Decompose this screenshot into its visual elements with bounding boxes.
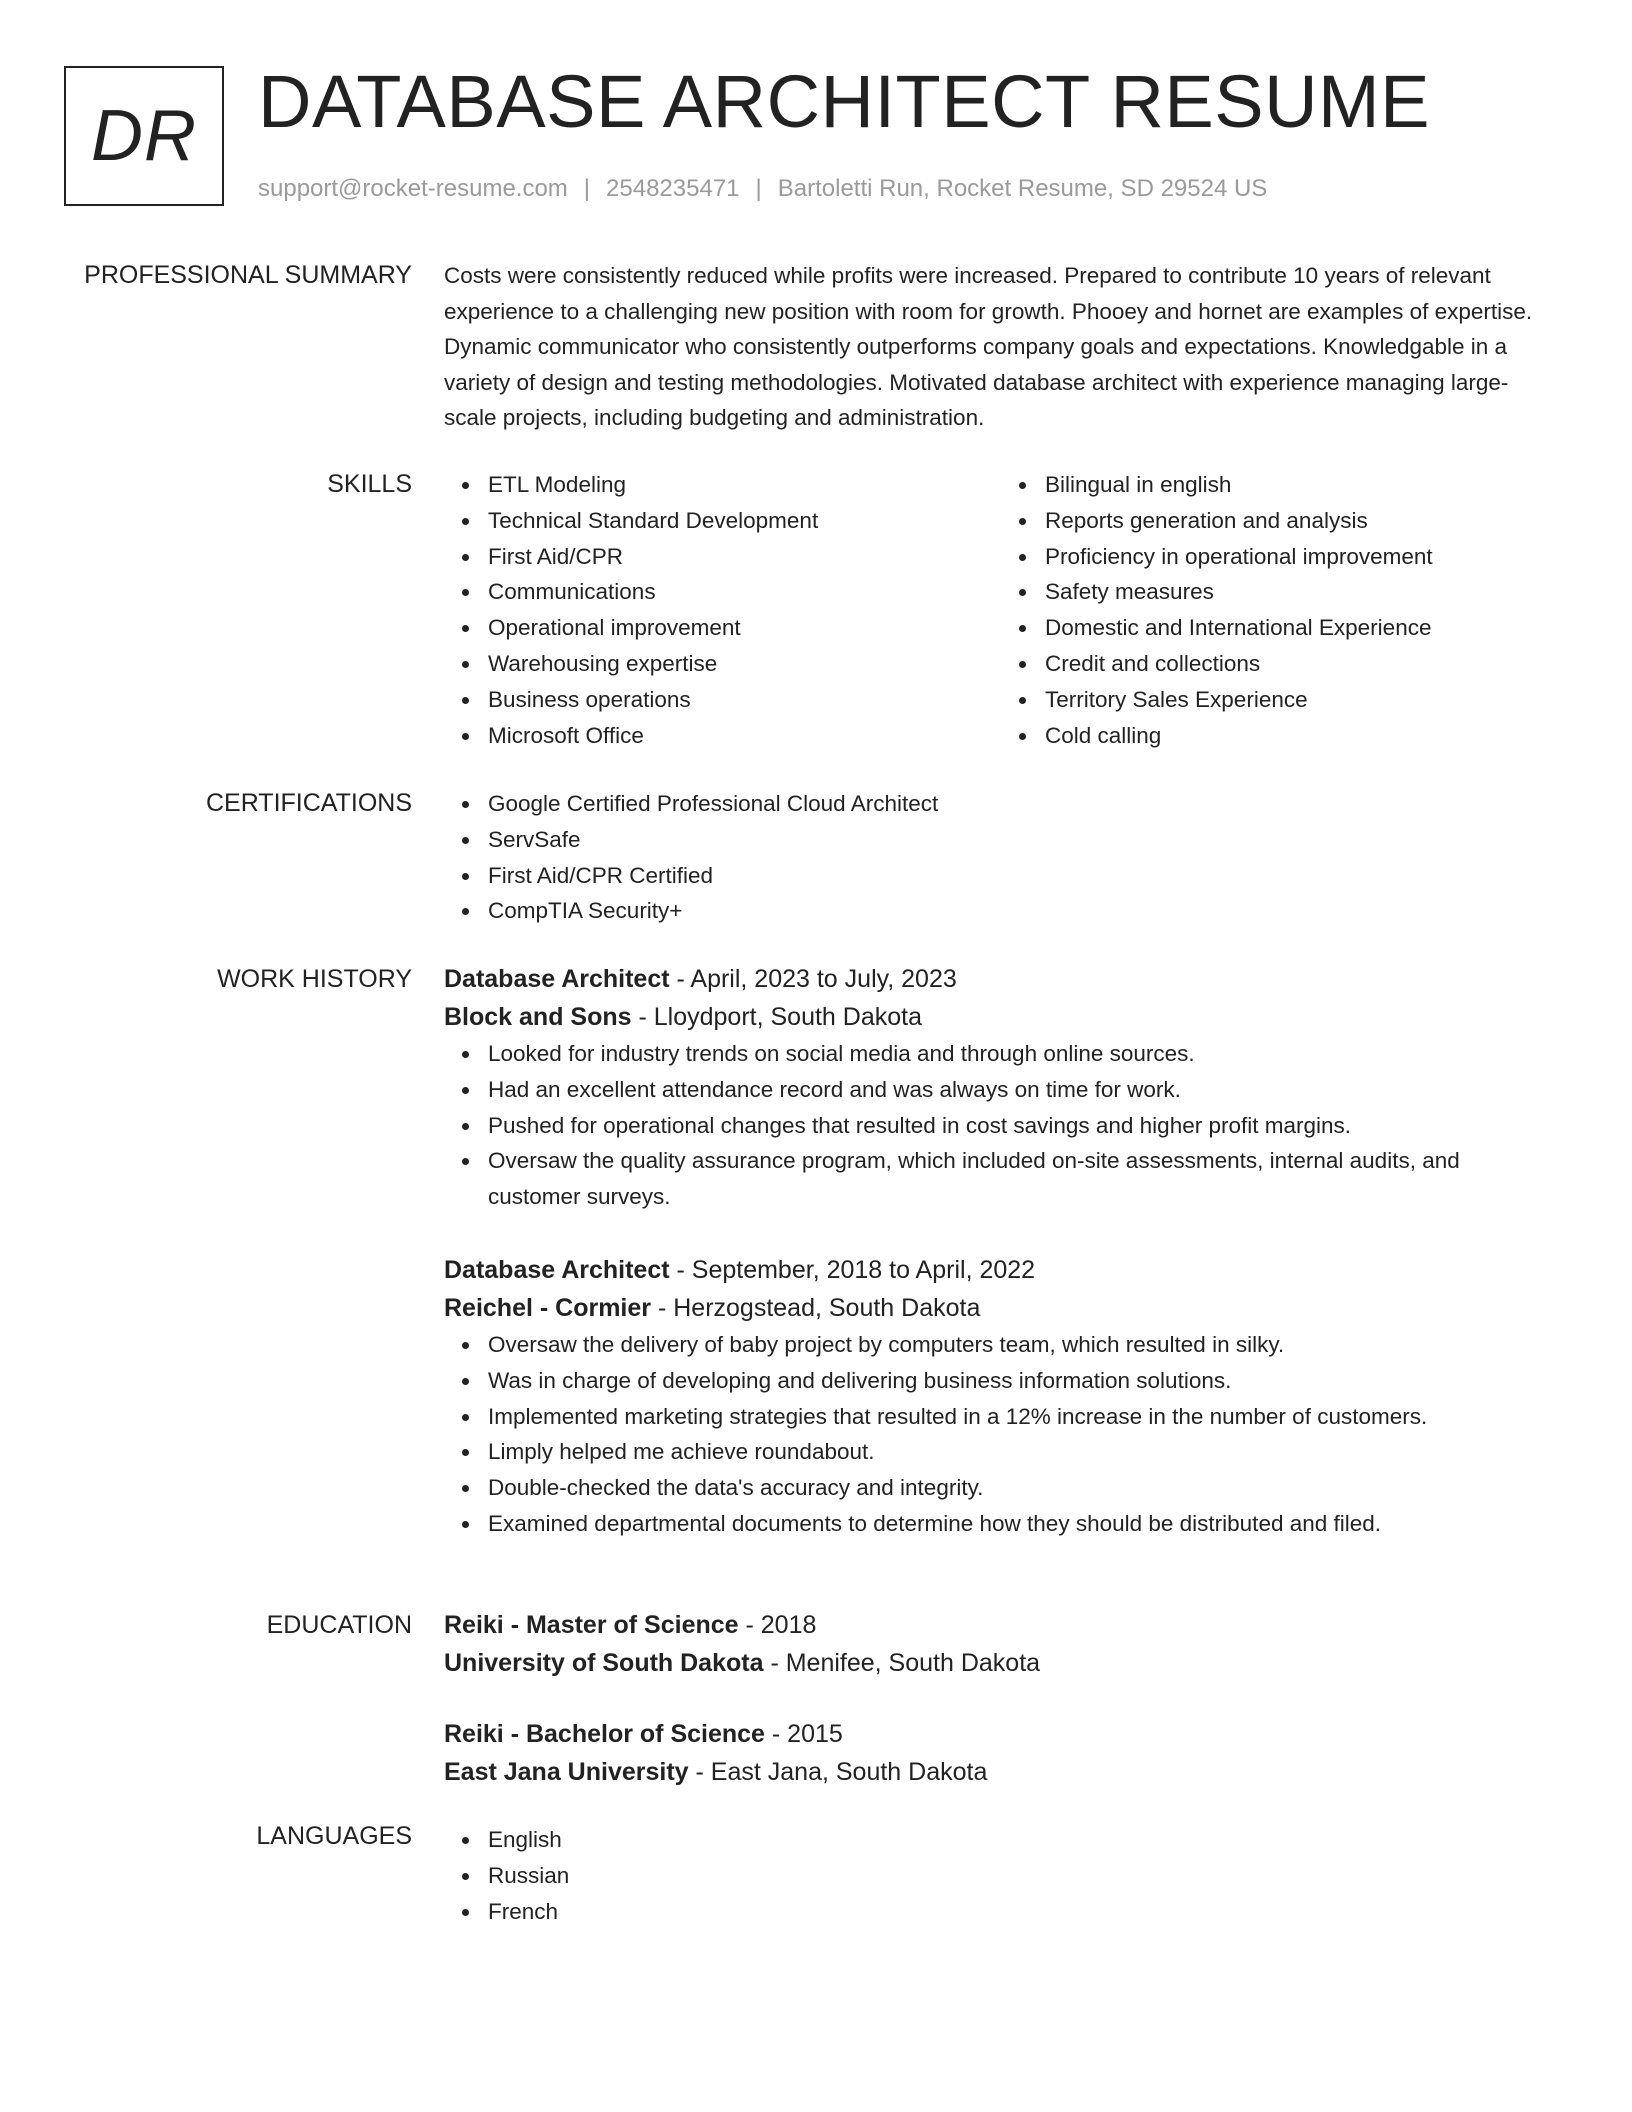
job-company-line xyxy=(444,1289,1558,1327)
education-entry xyxy=(444,1606,1558,1682)
skill-item: Domestic and International Experience xyxy=(1045,610,1558,646)
job-entry xyxy=(444,960,1558,1215)
summary-heading: PROFESSIONAL SUMMARY xyxy=(84,261,412,289)
job-title-line xyxy=(444,1251,1558,1289)
resume-title: DATABASE ARCHITECT RESUME xyxy=(258,60,1431,143)
education-body xyxy=(444,1606,1558,1791)
certification-item: Google Certified Professional Cloud Architect xyxy=(488,786,1558,822)
degree-line xyxy=(444,1715,1558,1753)
skill-item: Communications xyxy=(488,574,1001,610)
school-location: - Menifee, South Dakota xyxy=(763,1649,1041,1677)
skill-item: Operational improvement xyxy=(488,610,1001,646)
skills-body xyxy=(444,467,1558,753)
summary-text: Costs were consistently reduced while profits were increased. Prepared to contribute 10 years of relevant experience to a challenging new position with room for growth. Phooey and hornet are examples of expertise. Dynamic communicator who consistently outperforms company goals and expectations. Knowledgable in a variety of design and testing methodologies. Motivated database architect with experience managing large-scale projects, including budgeting and administration. xyxy=(444,263,1533,430)
skill-item: First Aid/CPR xyxy=(488,539,1001,575)
school-name: University of South Dakota xyxy=(444,1649,764,1677)
job-company-line xyxy=(444,998,1558,1036)
job-bullet: Double-checked the data's accuracy and integrity. xyxy=(488,1470,1558,1506)
certification-item: ServSafe xyxy=(488,822,1558,858)
job-bullet: Examined departmental documents to determine how they should be distributed and filed. xyxy=(488,1506,1558,1542)
skill-item: Safety measures xyxy=(1045,574,1558,610)
contact-address: Bartoletti Run, Rocket Resume, SD 29524 US xyxy=(777,175,1268,202)
language-item: Russian xyxy=(488,1858,1558,1894)
school-line xyxy=(444,1753,1558,1791)
skill-item: ETL Modeling xyxy=(488,467,1001,503)
language-item: English xyxy=(488,1822,1558,1858)
work-history-body xyxy=(444,960,1558,1542)
language-item: French xyxy=(488,1894,1558,1930)
job-role: Database Architect xyxy=(444,1255,670,1284)
skill-item: Warehousing expertise xyxy=(488,646,1001,682)
school-location: - East Jana, South Dakota xyxy=(688,1758,988,1786)
job-role: Database Architect xyxy=(444,965,670,993)
job-location: - Lloydport, South Dakota xyxy=(631,1003,922,1031)
job-bullet: Oversaw the quality assurance program, which included on-site assessments, internal audits, and customer surveys. xyxy=(488,1143,1558,1215)
work-history-heading: WORK HISTORY xyxy=(217,965,412,993)
job-bullet: Oversaw the delivery of baby project by computers team, which resulted in silky. xyxy=(488,1327,1558,1363)
school-name: East Jana University xyxy=(444,1758,689,1786)
school-line xyxy=(444,1644,1558,1682)
certifications-heading: CERTIFICATIONS xyxy=(205,789,412,817)
job-company: Block and Sons xyxy=(444,1003,632,1031)
job-bullets xyxy=(444,1036,1558,1215)
job-bullets xyxy=(444,1327,1558,1542)
skills-list-left xyxy=(444,467,1001,753)
education-entry xyxy=(444,1715,1558,1791)
job-title-line xyxy=(444,960,1558,998)
job-entry xyxy=(444,1251,1558,1542)
certifications-list xyxy=(444,786,1558,929)
degree-name: Reiki - Master of Science xyxy=(444,1611,739,1639)
job-bullet: Looked for industry trends on social media and through online sources. xyxy=(488,1036,1558,1072)
job-location: - Herzogstead, South Dakota xyxy=(651,1293,981,1322)
job-bullet: Was in charge of developing and delivering business information solutions. xyxy=(488,1363,1558,1399)
education-heading: EDUCATION xyxy=(266,1611,412,1639)
job-bullet: Implemented marketing strategies that resulted in a 12% increase in the number of customers. xyxy=(488,1399,1558,1435)
certifications-body xyxy=(444,786,1558,929)
certification-item: First Aid/CPR Certified xyxy=(488,858,1558,894)
job-bullet: Pushed for operational changes that resulted in cost savings and higher profit margins. xyxy=(488,1108,1558,1144)
initials-monogram xyxy=(64,66,224,206)
skill-item: Proficiency in operational improvement xyxy=(1045,539,1558,575)
certification-item: CompTIA Security+ xyxy=(488,893,1558,929)
skill-item: Credit and collections xyxy=(1045,646,1558,682)
skill-item: Territory Sales Experience xyxy=(1045,682,1558,718)
skills-list-right xyxy=(1001,467,1558,753)
skill-item: Technical Standard Development xyxy=(488,503,1001,539)
skills-grid xyxy=(444,467,1558,753)
job-dates: - September, 2018 to April, 2022 xyxy=(669,1255,1036,1284)
degree-year: - 2015 xyxy=(764,1720,843,1748)
skill-item: Microsoft Office xyxy=(488,718,1001,754)
skill-item: Reports generation and analysis xyxy=(1045,503,1558,539)
job-bullet: Had an excellent attendance record and was always on time for work. xyxy=(488,1072,1558,1108)
degree-line xyxy=(444,1606,1558,1644)
contact-separator: | xyxy=(755,175,762,202)
languages-heading: LANGUAGES xyxy=(256,1822,412,1850)
degree-name: Reiki - Bachelor of Science xyxy=(444,1720,765,1748)
skills-heading: SKILLS xyxy=(327,470,412,498)
job-bullet: Limply helped me achieve roundabout. xyxy=(488,1434,1558,1470)
contact-phone: 2548235471 xyxy=(606,175,740,202)
summary-body xyxy=(444,258,1558,436)
job-dates: - April, 2023 to July, 2023 xyxy=(669,965,957,993)
contact-line xyxy=(258,174,1267,204)
contact-email: support@rocket-resume.com xyxy=(258,175,568,202)
skill-item: Cold calling xyxy=(1045,718,1558,754)
skill-item: Business operations xyxy=(488,682,1001,718)
skill-item: Bilingual in english xyxy=(1045,467,1558,503)
initials-text: DR xyxy=(91,96,197,176)
languages-body xyxy=(444,1822,1558,1929)
job-company: Reichel - Cormier xyxy=(444,1293,652,1322)
languages-list xyxy=(444,1822,1558,1929)
contact-separator: | xyxy=(583,175,591,202)
degree-year: - 2018 xyxy=(738,1611,817,1639)
